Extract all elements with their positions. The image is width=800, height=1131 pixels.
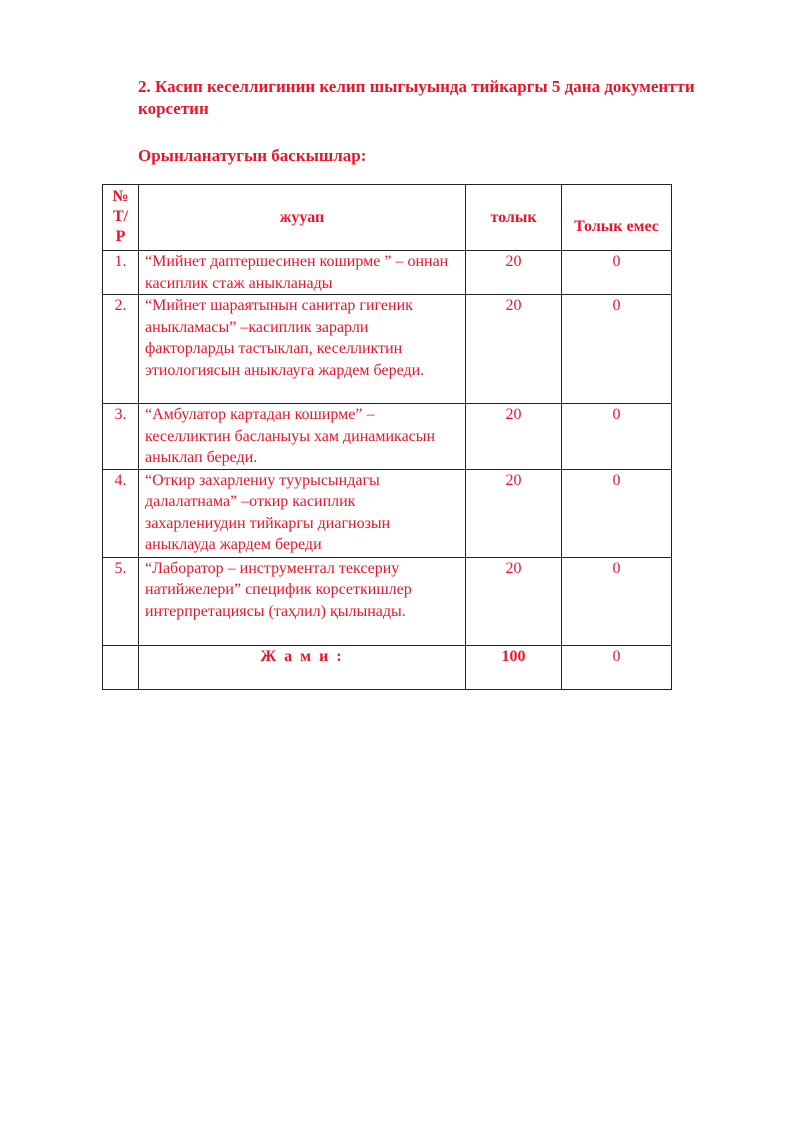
row-num: 1. <box>103 251 139 295</box>
row-text: “Лаборатор – инструментал тексериу натийжелери” специфик корсеткишлер интерпретациясы (таҳлил) қылынады. <box>139 557 466 645</box>
row-text: “Мийнет даптершесинен коширме ” – оннан касиплик стаж аныкланады <box>139 251 466 295</box>
row-not-full: 0 <box>562 251 672 295</box>
row-num: 2. <box>103 295 139 404</box>
table-row <box>103 469 672 557</box>
row-not-full: 0 <box>562 295 672 404</box>
header-answer: жууап <box>139 185 466 251</box>
table-row <box>103 404 672 470</box>
total-empty-cell <box>103 645 139 689</box>
row-full: 20 <box>466 557 562 645</box>
table-row <box>103 295 672 404</box>
header-full: толык <box>466 185 562 251</box>
total-full: 100 <box>466 645 562 689</box>
table-row <box>103 557 672 645</box>
row-full: 20 <box>466 251 562 295</box>
document-title: 2. Касип кеселлигинин келип шыгыуында тийкаргы 5 дана документти корсетин <box>138 77 695 118</box>
table-header-row <box>103 185 672 251</box>
row-text: “Амбулатор картадан коширме” – кеселликтин басланыуы хам динамикасын аныклап береди. <box>139 404 466 470</box>
row-full: 20 <box>466 469 562 557</box>
row-full: 20 <box>466 295 562 404</box>
header-num: № Т/Р <box>103 185 139 251</box>
row-num: 4. <box>103 469 139 557</box>
answers-table <box>102 184 672 690</box>
document-subtitle: Орынланатугын баскышлар: <box>138 146 367 165</box>
table-row <box>103 251 672 295</box>
row-not-full: 0 <box>562 469 672 557</box>
row-full: 20 <box>466 404 562 470</box>
total-not-full: 0 <box>562 645 672 689</box>
total-label: Ж а м и : <box>139 645 466 689</box>
row-not-full: 0 <box>562 404 672 470</box>
row-text: “Мийнет шараятынын санитар гигеник аныкламасы” –касиплик зарарли факторларды тастыклап, кеселликтин этиологиясын аныклауга жардем береди. <box>139 295 466 404</box>
row-text: “Откир захарлениу туурысындагы далалатнама” –откир касиплик захарлениудин тийкаргы диагнозын аныклауда жардем береди <box>139 469 466 557</box>
row-num: 3. <box>103 404 139 470</box>
total-row <box>103 645 672 689</box>
header-not-full: Толык емес <box>562 185 672 251</box>
row-num: 5. <box>103 557 139 645</box>
row-not-full: 0 <box>562 557 672 645</box>
